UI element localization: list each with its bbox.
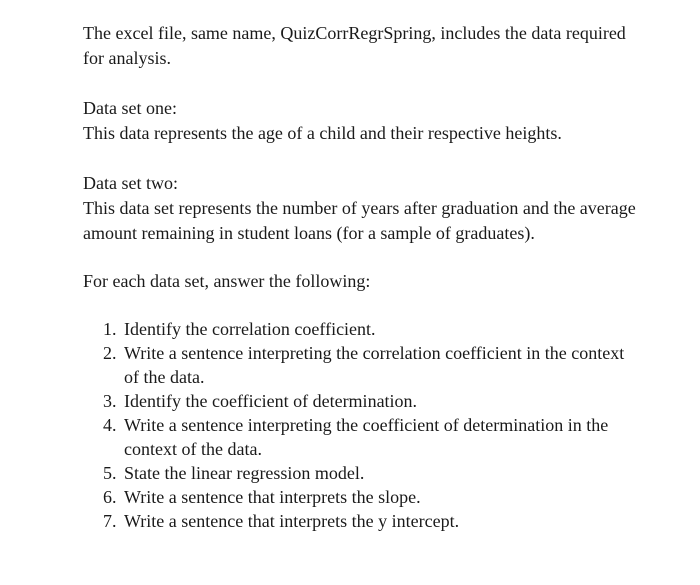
list-item-text: Identify the coefficient of determination. <box>124 391 418 411</box>
list-item-number: 4. <box>103 415 117 435</box>
list-item-number: 1. <box>103 319 117 339</box>
list-item-number: 7. <box>103 511 117 531</box>
list-item-number: 3. <box>103 391 117 411</box>
dataset-two-description: This data set represents the number of years after graduation and the average amount remaining in student loans (for a sample of graduates). <box>83 198 636 243</box>
list-item-text: State the linear regression model. <box>124 463 365 483</box>
document-body <box>83 21 643 533</box>
list-item <box>83 389 643 413</box>
list-item <box>83 317 643 341</box>
dataset-two-section <box>83 171 643 246</box>
list-item-text: Write a sentence interpreting the correlation coefficient in the context of the data. <box>124 343 625 387</box>
list-item <box>83 461 643 485</box>
list-item-number: 5. <box>103 463 117 483</box>
intro-paragraph: The excel file, same name, QuizCorrRegrSpring, includes the data required for analysis. <box>83 23 626 68</box>
list-item-text: Write a sentence that interprets the slope. <box>124 487 421 507</box>
instructions-prompt: For each data set, answer the following: <box>83 271 371 291</box>
task-list <box>83 317 643 533</box>
list-item <box>83 509 643 533</box>
list-item-number: 6. <box>103 487 117 507</box>
list-item-text: Write a sentence interpreting the coefficient of determination in the context of the data. <box>124 415 609 459</box>
list-item <box>83 485 643 509</box>
dataset-one-description: This data represents the age of a child and their respective heights. <box>83 123 562 143</box>
list-item-number: 2. <box>103 343 117 363</box>
dataset-one-heading: Data set one: <box>83 98 177 118</box>
dataset-one-section <box>83 96 643 146</box>
list-item-text: Identify the correlation coefficient. <box>124 319 376 339</box>
dataset-two-heading: Data set two: <box>83 173 178 193</box>
list-item <box>83 413 643 461</box>
list-item-text: Write a sentence that interprets the y intercept. <box>124 511 460 531</box>
list-item <box>83 341 643 389</box>
